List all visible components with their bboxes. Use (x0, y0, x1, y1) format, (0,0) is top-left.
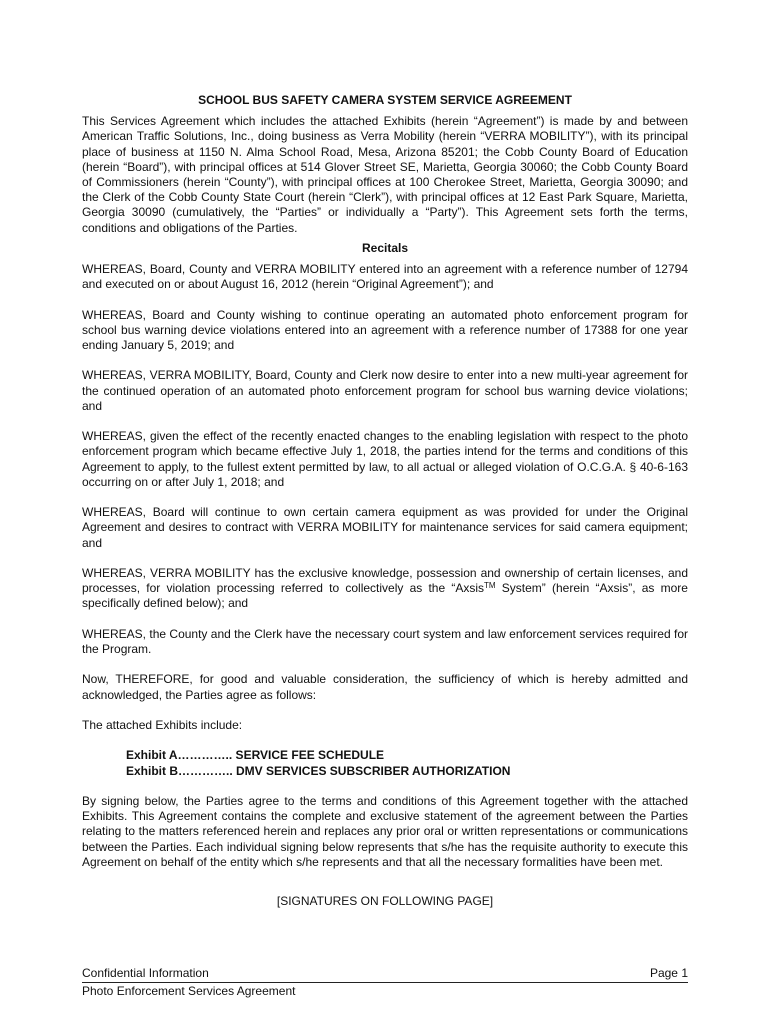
recital-paragraph: WHEREAS, VERRA MOBILITY, Board, County and Clerk now desire to enter into a new multi-year agreement for the continued operation of an automated photo enforcement program for school bus warning device violations; and (82, 368, 688, 413)
footer-divider (82, 982, 688, 983)
recital-axsis-text-after: System” (herein “Axsis”, as more specifically defined below); and (82, 581, 688, 611)
recital-paragraph: WHEREAS, the County and the Clerk have the necessary court system and law enforcement services required for the Program. (82, 626, 688, 657)
footer-row (82, 966, 688, 980)
exhibit-item: Exhibit B………….. DMV SERVICES SUBSCRIBER AUTHORIZATION (126, 763, 511, 778)
recital-paragraph: WHEREAS, given the effect of the recently enacted changes to the enabling legislation with respect to the photo enforcement program which became effective July 1, 2018, the parties intend for the terms and conditions of this Agreement to apply, to the fullest extent permitted by law, to all actual or alleged violation of O.C.G.A. § 40-6-163 occurring on or after July 1, 2018; and (82, 429, 688, 489)
signing-paragraph: By signing below, the Parties agree to the terms and conditions of this Agreement together with the attached Exhibits. This Agreement contains the complete and exclusive statement of the agreement between the Parties relating to the matters referenced herein and replaces any prior oral or written representations or communications between the Parties. Each individual signing below represents that s/he has the requisite authority to execute this Agreement on behalf of the entity which s/he represents and that all the necessary formalities have been met. (82, 793, 688, 869)
recital-paragraph: WHEREAS, Board will continue to own certain camera equipment as was provided for under the Original Agreement and desires to contract with VERRA MOBILITY for maintenance services for said camera equipment; and (82, 505, 688, 550)
recital-paragraph: WHEREAS, Board, County and VERRA MOBILITY entered into an agreement with a reference number of 12794 and executed on or about August 16, 2012 (herein “Original Agreement”); and (82, 262, 688, 292)
exhibits-intro: The attached Exhibits include: (82, 718, 243, 732)
exhibits-list (126, 748, 688, 778)
intro-paragraph: This Services Agreement which includes the attached Exhibits (herein “Agreement”) is made by and between American Traffic Solutions, Inc., doing business as Verra Mobility (herein “VERRA MOBILITY”), with its principal place of business at 1150 N. Alma School Road, Mesa, Arizona 85201; the Cobb County Board of Education (herein “Board”), with principal offices at 514 Glover Street SE, Marietta, Georgia 30060; the Cobb County Board of Commissioners (herein “County”), with principal offices at 100 Cherokee Street, Marietta, Georgia 30090; and the Clerk of the Cobb County State Court (herein “Clerk”), with principal offices at 12 East Park Square, Marietta, Georgia 30090 (cumulatively, the “Parties” or individually a “Party”). This Agreement sets forth the terms, conditions and obligations of the Parties. (82, 114, 688, 235)
page-footer (82, 966, 688, 980)
recital-axsis-paragraph (82, 566, 688, 612)
recital-axsis-text-before: WHEREAS, VERRA MOBILITY has the exclusive knowledge, possession and ownership of certain licenses, and processes, for violation processing referred to collectively as the “Axsis (82, 566, 688, 596)
document-title: SCHOOL BUS SAFETY CAMERA SYSTEM SERVICE AGREEMENT (198, 93, 572, 107)
exhibit-item: Exhibit A………….. SERVICE FEE SCHEDULE (126, 748, 385, 763)
therefore-paragraph: Now, THEREFORE, for good and valuable consideration, the sufficiency of which is hereby admitted and acknowledged, the Parties agree as follows: (82, 672, 688, 702)
recitals-heading: Recitals (361, 240, 409, 255)
footer-document-name: Photo Enforcement Services Agreement (82, 984, 296, 998)
trademark-superscript: TM (484, 581, 496, 591)
footer-page-number: Page 1 (649, 966, 688, 980)
document-body (82, 93, 688, 909)
footer-confidential: Confidential Information (82, 966, 209, 980)
signatures-note: [SIGNATURES ON FOLLOWING PAGE] (276, 894, 494, 908)
recital-paragraph: WHEREAS, Board and County wishing to continue operating an automated photo enforcement program for school bus warning device violations entered into an agreement with a reference number of 17388 for one year ending January 5, 2019; and (82, 307, 688, 353)
